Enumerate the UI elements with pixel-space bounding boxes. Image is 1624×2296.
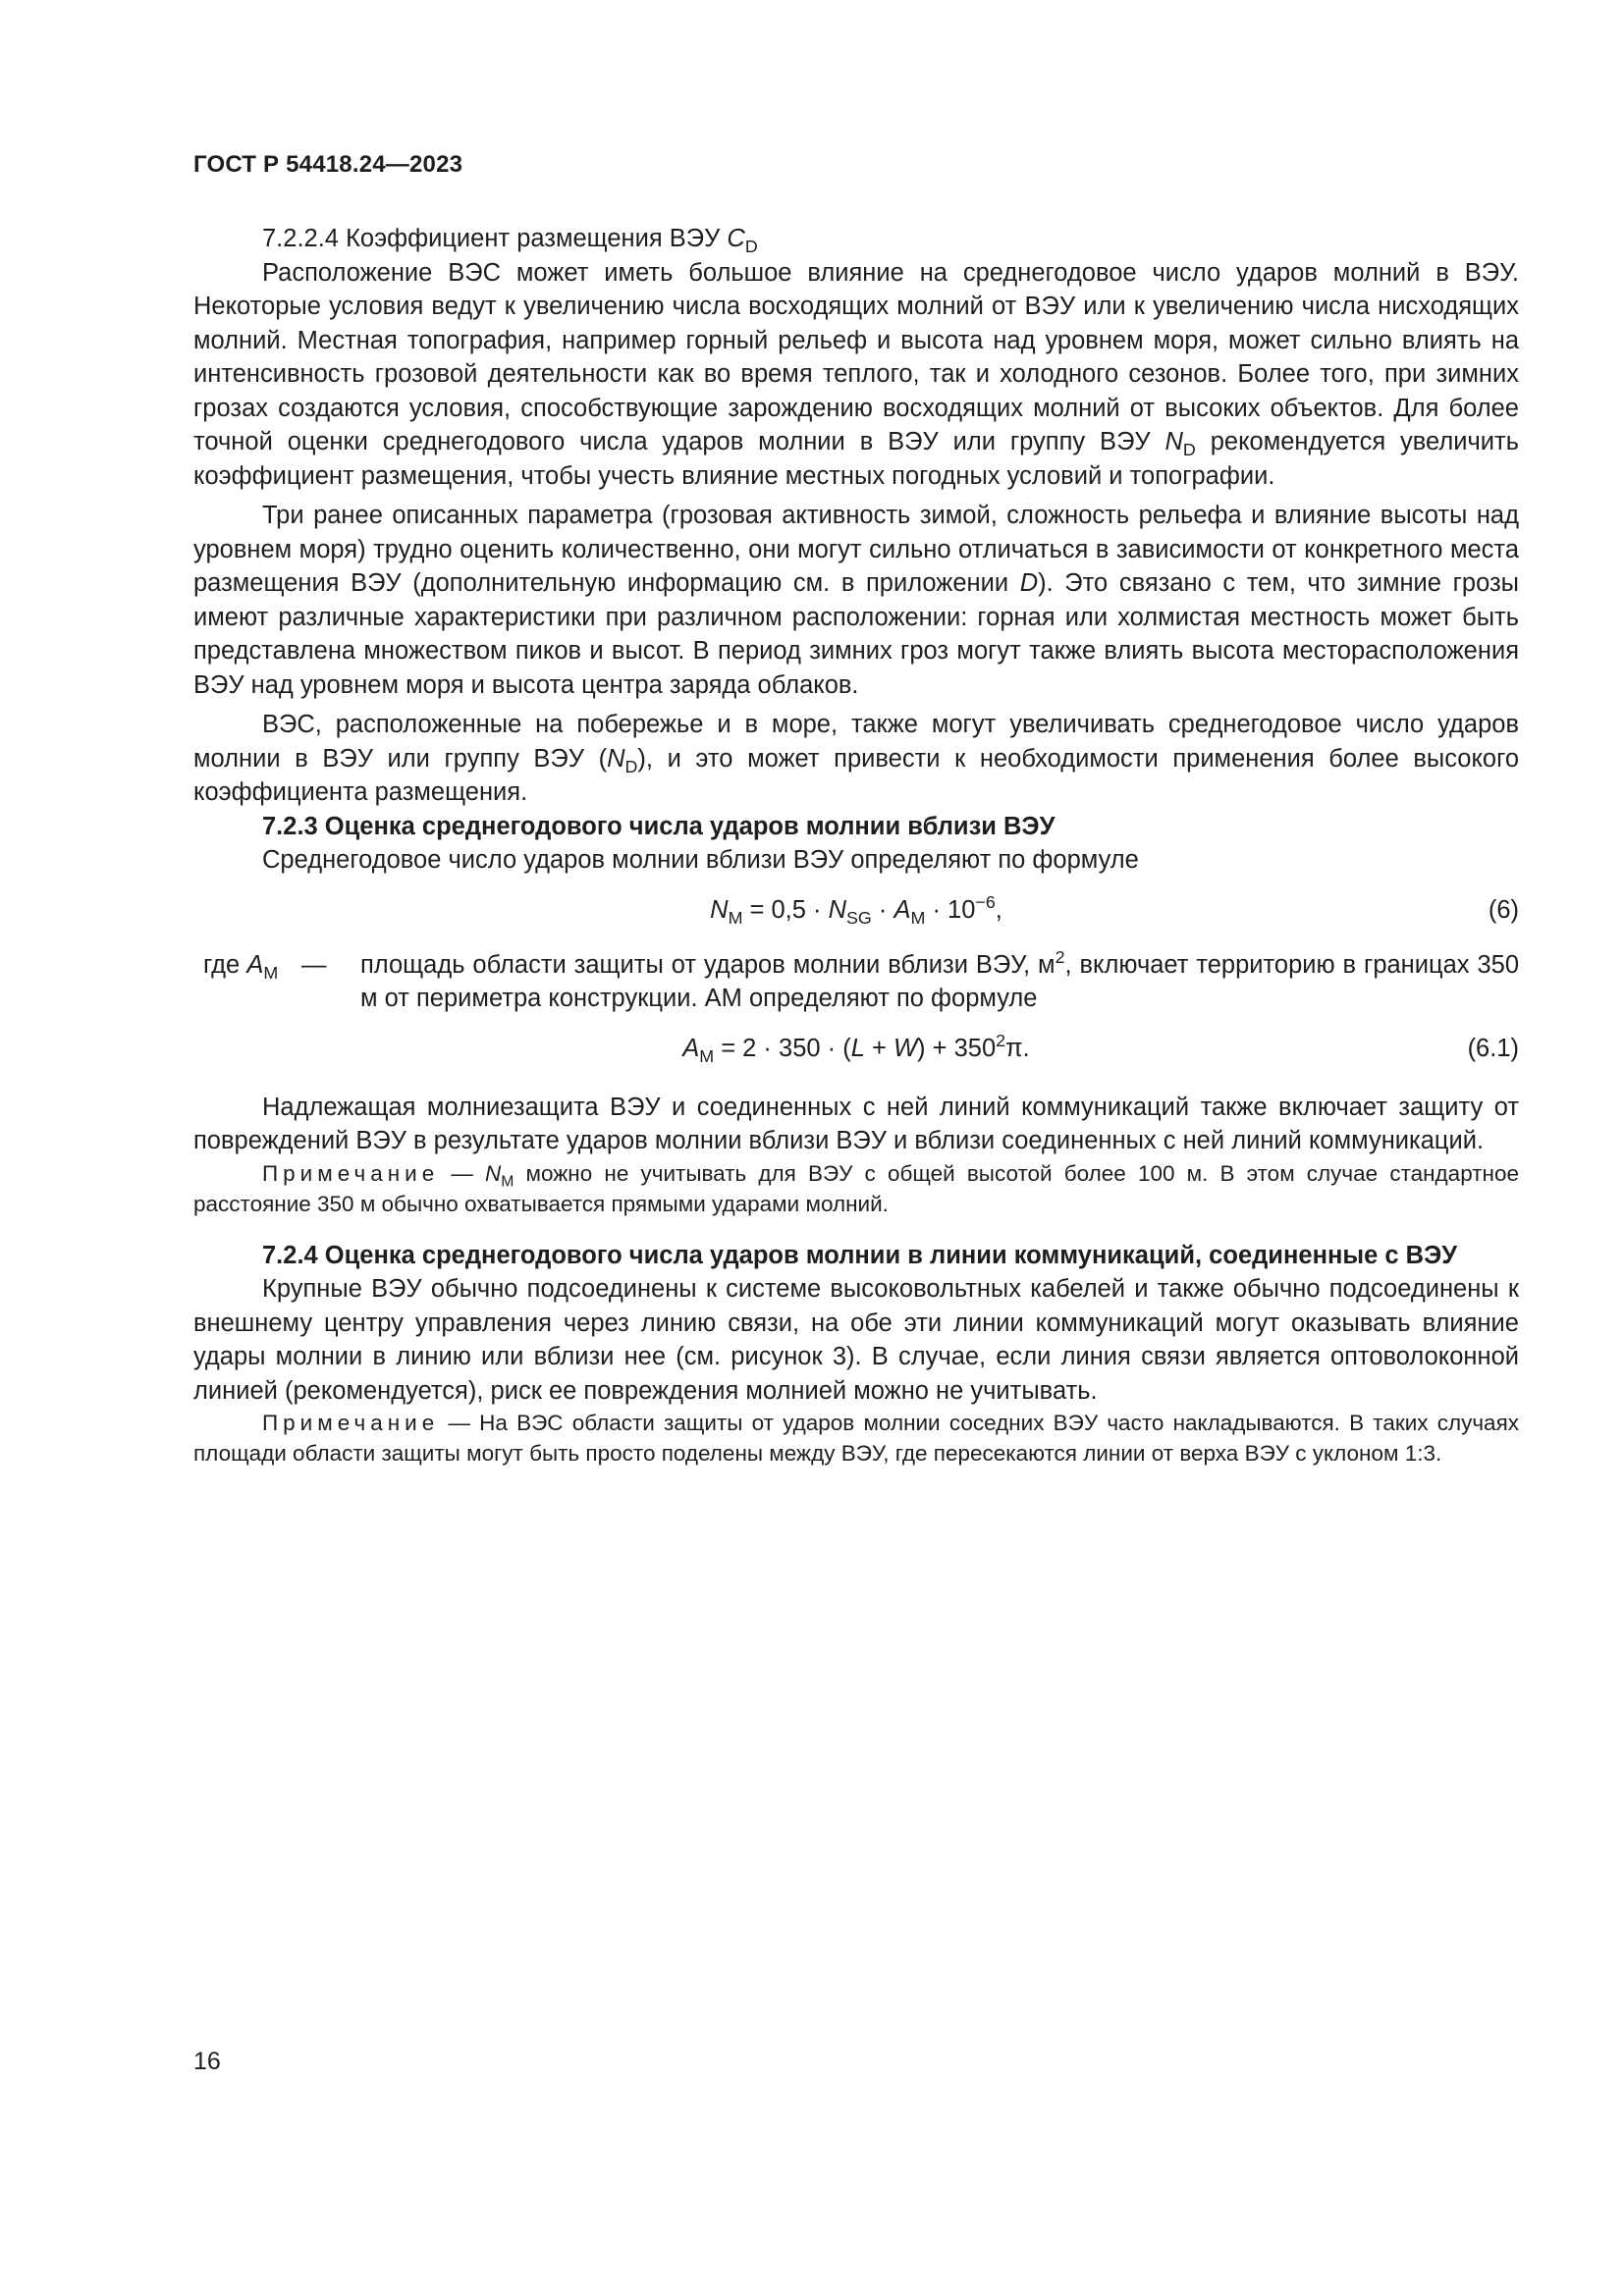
paragraph: Надлежащая молниезащита ВЭУ и соединенных с ней линий коммуникаций также включает защиту от повреждений ВЭУ в результате ударов молнии вблизи ВЭУ и вблизи соединенных с ней линий коммуникаций.	[193, 1093, 1519, 1154]
formula-expression: $A_M = 2 \cdot 350 \cdot (L + W) + 350^2\pi$.	[682, 1031, 1030, 1067]
paragraph: ВЭС, расположенные на побережье и в море, также могут увеличивать среднегодовое число ударов молнии в ВЭУ или группу ВЭУ $(N_D)$, и это может привести к необходимости применения более высокого коэффициента размещения.	[193, 711, 1520, 806]
note-label: Примечание	[262, 1411, 440, 1435]
formula-number: (6.1)	[1467, 1035, 1519, 1063]
formula-expression: $N_M = 0,5 \cdot N_{SG} \cdot A_M \cdot 10^{-6}$,	[710, 892, 1002, 929]
paragraph: Расположение ВЭС может иметь большое влияние на среднегодовое число ударов молний в ВЭУ. Некоторые условия ведут к увеличению числа восходящих молний от ВЭУ или к увеличению числа нисходящих молний. Местная топография, например горный рельеф и высота над уровнем моря, может сильно влиять на интенсивность грозовой деятельности как во время теплого, так и холодного сезонов. Более того, при зимних грозах создаются условия, способствующие зарождению восходящих молний от высоких объектов. Для более точной оценки среднегодового числа ударов молнии в ВЭУ или группу ВЭУ $N_D$ рекомендуется увеличить коэффициент размещения, чтобы учесть влияние местных погодных условий и топографии.	[193, 258, 1519, 490]
page-number: 16	[193, 2048, 221, 2075]
paragraph: Крупные ВЭУ обычно подсоединены к системе высоковольтных кабелей и также обычно подсоединены к внешнему центру управления через линию связи, на обе эти линии коммуникаций могут оказывать влияние удары молнии в линию или вблизи нее (см. рисунок 3). В случае, если линия связи является оптоволоконной линией (рекомендуется), риск ее повреждения молнией можно не учитывать.	[193, 1275, 1519, 1405]
legend-symbol: где $A_M$	[203, 950, 279, 983]
formula-6-1	[193, 1016, 1519, 1083]
formula-6	[193, 878, 1519, 944]
section-7-2-2-4-title: 7.2.2.4 Коэффициент размещения ВЭУ $C_D$	[262, 225, 758, 257]
legend-text: площадь области защиты от ударов молнии вблизи ВЭУ, $м^2$, включает территорию в границах 350 м от периметра конструкции. AM определяют по формуле	[360, 946, 1519, 1012]
paragraph: Три ранее описанных параметра (грозовая активность зимой, сложность рельефа и влияние высоты над уровнем моря) трудно оценить количественно, они могут сильно отличаться в зависимости от конкретного места размещения ВЭУ (дополнительную информацию см. в приложении D). Это связано с тем, что зимние грозы имеют различные характеристики при различном расположении: горная или холмистая местность может быть представлена множеством пиков и высот. В период зимних гроз могут также влиять высота месторасположения ВЭУ над уровнем моря и высота центра заряда облаков.	[193, 502, 1519, 699]
document-body	[193, 222, 1519, 1468]
note: Примечание — $N_M$ можно не учитывать для ВЭУ с общей высотой более 100 м. В этом случае стандартное расстояние 350 м обычно охватывается прямыми ударами молний.	[193, 1160, 1519, 1216]
formula-legend	[193, 948, 1519, 1016]
section-7-2-3-title: 7.2.3 Оценка среднегодового числа ударов молнии вблизи ВЭУ	[262, 812, 1056, 840]
note-label: Примечание	[262, 1160, 440, 1186]
legend-dash: —	[301, 950, 327, 979]
section-7-2-4-title: 7.2.4 Оценка среднегодового числа ударов молнии в линии коммуникаций, соединенные с ВЭУ	[262, 1241, 1458, 1269]
document-header: ГОСТ Р 54418.24—2023	[193, 151, 463, 178]
paragraph: Среднегодовое число ударов молнии вблизи ВЭУ определяют по формуле	[262, 846, 1139, 874]
formula-number: (6)	[1488, 896, 1519, 925]
note: Примечание — На ВЭС области защиты от ударов молнии соседних ВЭУ часто накладываются. В таких случаях площади области защиты могут быть просто поделены между ВЭУ, где пересекаются линии от верха ВЭУ с уклоном 1:3.	[193, 1411, 1519, 1466]
